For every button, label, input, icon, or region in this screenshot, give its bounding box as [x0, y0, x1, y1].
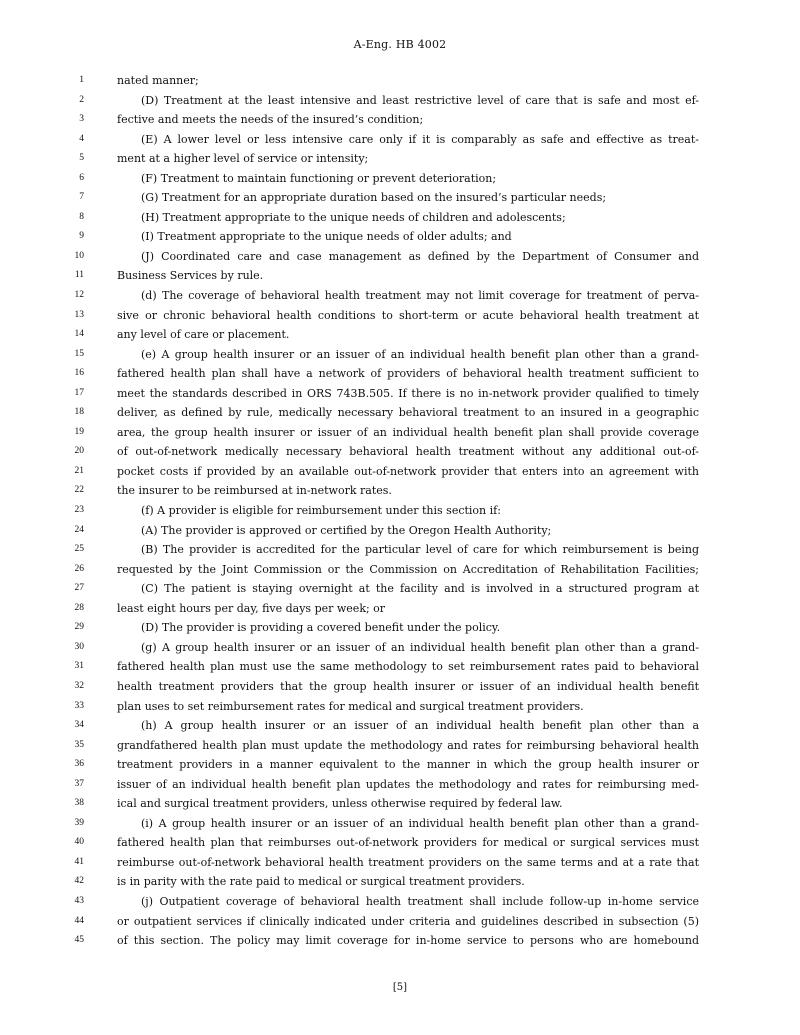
line-text: (i) A group health insurer or an issuer of an individual health benefit plan other than a grand-: [141, 816, 699, 830]
text-line: [0, 286, 800, 306]
line-text: ical and surgical treatment providers, unless otherwise required by federal law.: [117, 797, 563, 811]
line-text: (e) A group health insurer or an issuer of an individual health benefit plan other than a grand-: [141, 347, 699, 361]
text-line: [0, 775, 800, 795]
line-text: meet the standards described in ORS 743B.505. If there is no in-network provider qualified to timely: [117, 386, 699, 400]
text-line: [0, 833, 800, 853]
line-text: (j) Outpatient coverage of behavioral health treatment shall include follow-up in-home service: [141, 894, 699, 908]
text-line: [0, 188, 800, 208]
text-line: [0, 149, 800, 169]
text-line: [0, 794, 800, 814]
text-line: [0, 814, 800, 834]
line-text: area, the group health insurer or issuer of an individual health benefit plan shall provide coverage: [117, 425, 699, 439]
line-text: sive or chronic behavioral health conditions to short-term or acute behavioral health treatment at: [117, 308, 699, 322]
text-line: [0, 208, 800, 228]
line-number: 13: [74, 309, 84, 320]
line-text: fathered health plan that reimburses out-of-network providers for medical or surgical services must: [117, 836, 699, 850]
line-number: 36: [74, 759, 84, 770]
text-line: [0, 618, 800, 638]
text-line: [0, 521, 800, 541]
line-number: 10: [74, 250, 84, 261]
line-text: pocket costs if provided by an available out-of-network provider that enters into an agreement with: [117, 464, 699, 478]
text-line: [0, 501, 800, 521]
line-text: (H) Treatment appropriate to the unique needs of children and adolescents;: [141, 210, 566, 224]
text-line: [0, 423, 800, 443]
text-line: [0, 931, 800, 951]
line-number: 24: [74, 524, 84, 535]
line-number: 14: [74, 329, 84, 340]
text-line: [0, 872, 800, 892]
text-line: [0, 247, 800, 267]
line-number: 7: [79, 192, 84, 203]
line-number: 23: [74, 505, 84, 516]
text-line: [0, 579, 800, 599]
line-text: (C) The patient is staying overnight at the facility and is involved in a structured program at: [141, 582, 699, 596]
line-number: 45: [74, 935, 84, 946]
line-text: (B) The provider is accredited for the particular level of care for which reimbursement is being: [141, 543, 699, 557]
line-number: 39: [74, 817, 84, 828]
line-text: grandfathered health plan must update the methodology and rates for reimbursing behavioral health: [117, 738, 699, 752]
line-number: 44: [74, 915, 84, 926]
line-number: 16: [74, 368, 84, 379]
line-number: 19: [74, 426, 84, 437]
line-number: 41: [74, 856, 84, 867]
line-number: 21: [74, 465, 84, 476]
line-text: (A) The provider is approved or certified by the Oregon Health Authority;: [141, 523, 552, 537]
line-number: 18: [74, 407, 84, 418]
line-text: nated manner;: [117, 74, 199, 87]
line-number: 30: [74, 641, 84, 652]
line-number: 32: [74, 680, 84, 691]
text-line: [0, 638, 800, 658]
line-text: (E) A lower level or less intensive care only if it is comparably as safe and effective as treat-: [141, 132, 699, 146]
text-line: [0, 481, 800, 501]
line-number: 17: [74, 387, 84, 398]
line-text: fathered health plan must use the same methodology to set reimbursement rates paid to behavioral: [117, 660, 699, 674]
line-text: reimburse out-of-network behavioral health treatment providers on the same terms and at a rate that: [117, 855, 699, 869]
text-line: [0, 716, 800, 736]
line-number: 33: [74, 700, 84, 711]
line-text: (D) Treatment at the least intensive and least restrictive level of care that is safe and most ef-: [141, 93, 699, 107]
text-line: [0, 384, 800, 404]
line-number: 4: [79, 133, 84, 144]
line-text: ment at a higher level of service or intensity;: [117, 152, 369, 166]
line-number: 22: [74, 485, 84, 496]
text-line: [0, 560, 800, 580]
line-text: any level of care or placement.: [117, 328, 290, 342]
line-text: issuer of an individual health benefit plan updates the methodology and rates for reimbursing med-: [117, 777, 699, 791]
text-line: [0, 599, 800, 619]
line-number: 25: [74, 544, 84, 555]
line-number: 31: [74, 661, 84, 672]
text-line: [0, 227, 800, 247]
text-line: [0, 71, 800, 91]
line-text: of this section. The policy may limit coverage for in-home service to persons who are homebound: [117, 934, 699, 948]
line-number: 5: [79, 153, 84, 164]
line-text: or outpatient services if clinically indicated under criteria and guidelines described in subsection (5): [117, 914, 699, 928]
line-text: of out-of-network medically necessary behavioral health treatment without any additional out-of-: [117, 445, 699, 459]
line-text: (g) A group health insurer or an issuer of an individual health benefit plan other than a grand-: [141, 640, 699, 654]
line-text: (I) Treatment appropriate to the unique needs of older adults; and: [141, 230, 512, 244]
line-number: 34: [74, 720, 84, 731]
line-number: 1: [79, 75, 84, 85]
text-line: [0, 677, 800, 697]
line-text: requested by the Joint Commission or the Commission on Accreditation of Rehabilitation Facilities;: [117, 562, 699, 576]
text-line: [0, 442, 800, 462]
line-number: 9: [79, 231, 84, 242]
text-line: [0, 325, 800, 345]
line-text: deliver, as defined by rule, medically necessary behavioral treatment to an insured in a geographic: [117, 406, 699, 420]
line-number: 8: [79, 211, 84, 222]
text-line: [0, 91, 800, 111]
line-text: Business Services by rule.: [117, 269, 264, 283]
text-line: [0, 912, 800, 932]
line-text: is in parity with the rate paid to medical or surgical treatment providers.: [117, 875, 525, 889]
text-line: [0, 266, 800, 286]
text-line: [0, 736, 800, 756]
line-text: (h) A group health insurer or an issuer of an individual health benefit plan other than a: [141, 719, 699, 733]
text-line: [0, 697, 800, 717]
line-number: 6: [79, 172, 84, 183]
text-line: [0, 364, 800, 384]
line-number: 15: [74, 348, 84, 359]
text-line: [0, 169, 800, 189]
line-number: 37: [74, 778, 84, 789]
text-line: [0, 306, 800, 326]
line-number: 27: [74, 583, 84, 594]
line-number: 11: [74, 270, 84, 281]
page-number: [5]: [392, 982, 408, 993]
text-line: [0, 462, 800, 482]
text-line: [0, 540, 800, 560]
line-number: 20: [74, 446, 84, 457]
text-line: [0, 130, 800, 150]
line-text: fective and meets the needs of the insured’s condition;: [117, 113, 424, 127]
line-text: (F) Treatment to maintain functioning or prevent deterioration;: [141, 171, 497, 185]
line-number: 38: [74, 798, 84, 809]
line-text: least eight hours per day, five days per week; or: [117, 601, 386, 615]
line-number: 28: [74, 602, 84, 613]
text-line: [0, 853, 800, 873]
line-text: (D) The provider is providing a covered benefit under the policy.: [141, 621, 501, 635]
line-text: (G) Treatment for an appropriate duration based on the insured’s particular needs;: [141, 191, 607, 205]
line-text: (J) Coordinated care and case management as defined by the Department of Consumer and: [141, 249, 699, 263]
line-number: 26: [74, 563, 84, 574]
line-number: 29: [74, 622, 84, 633]
line-text: health treatment providers that the group health insurer or issuer of an individual health benefit: [117, 679, 699, 693]
line-number: 3: [79, 114, 84, 125]
line-number: 40: [74, 837, 84, 848]
line-number: 12: [74, 290, 84, 301]
line-text: fathered health plan shall have a network of providers of behavioral health treatment sufficient to: [117, 367, 699, 381]
line-text: the insurer to be reimbursed at in-network rates.: [117, 484, 392, 498]
line-text: (d) The coverage of behavioral health treatment may not limit coverage for treatment of perva-: [141, 289, 699, 303]
line-number: 2: [79, 94, 84, 105]
line-number: 35: [74, 739, 84, 750]
line-number: 43: [74, 895, 84, 906]
text-line: [0, 403, 800, 423]
line-text: treatment providers in a manner equivalent to the manner in which the group health insurer or: [117, 758, 699, 772]
document-header: A-Eng. HB 4002: [353, 38, 447, 51]
document-body: [0, 71, 800, 951]
text-line: [0, 110, 800, 130]
line-number: 42: [74, 876, 84, 887]
text-line: [0, 657, 800, 677]
line-text: (f) A provider is eligible for reimbursement under this section if:: [141, 504, 501, 518]
text-line: [0, 892, 800, 912]
text-line: [0, 755, 800, 775]
text-line: [0, 345, 800, 365]
line-text: plan uses to set reimbursement rates for medical and surgical treatment providers.: [117, 699, 584, 713]
